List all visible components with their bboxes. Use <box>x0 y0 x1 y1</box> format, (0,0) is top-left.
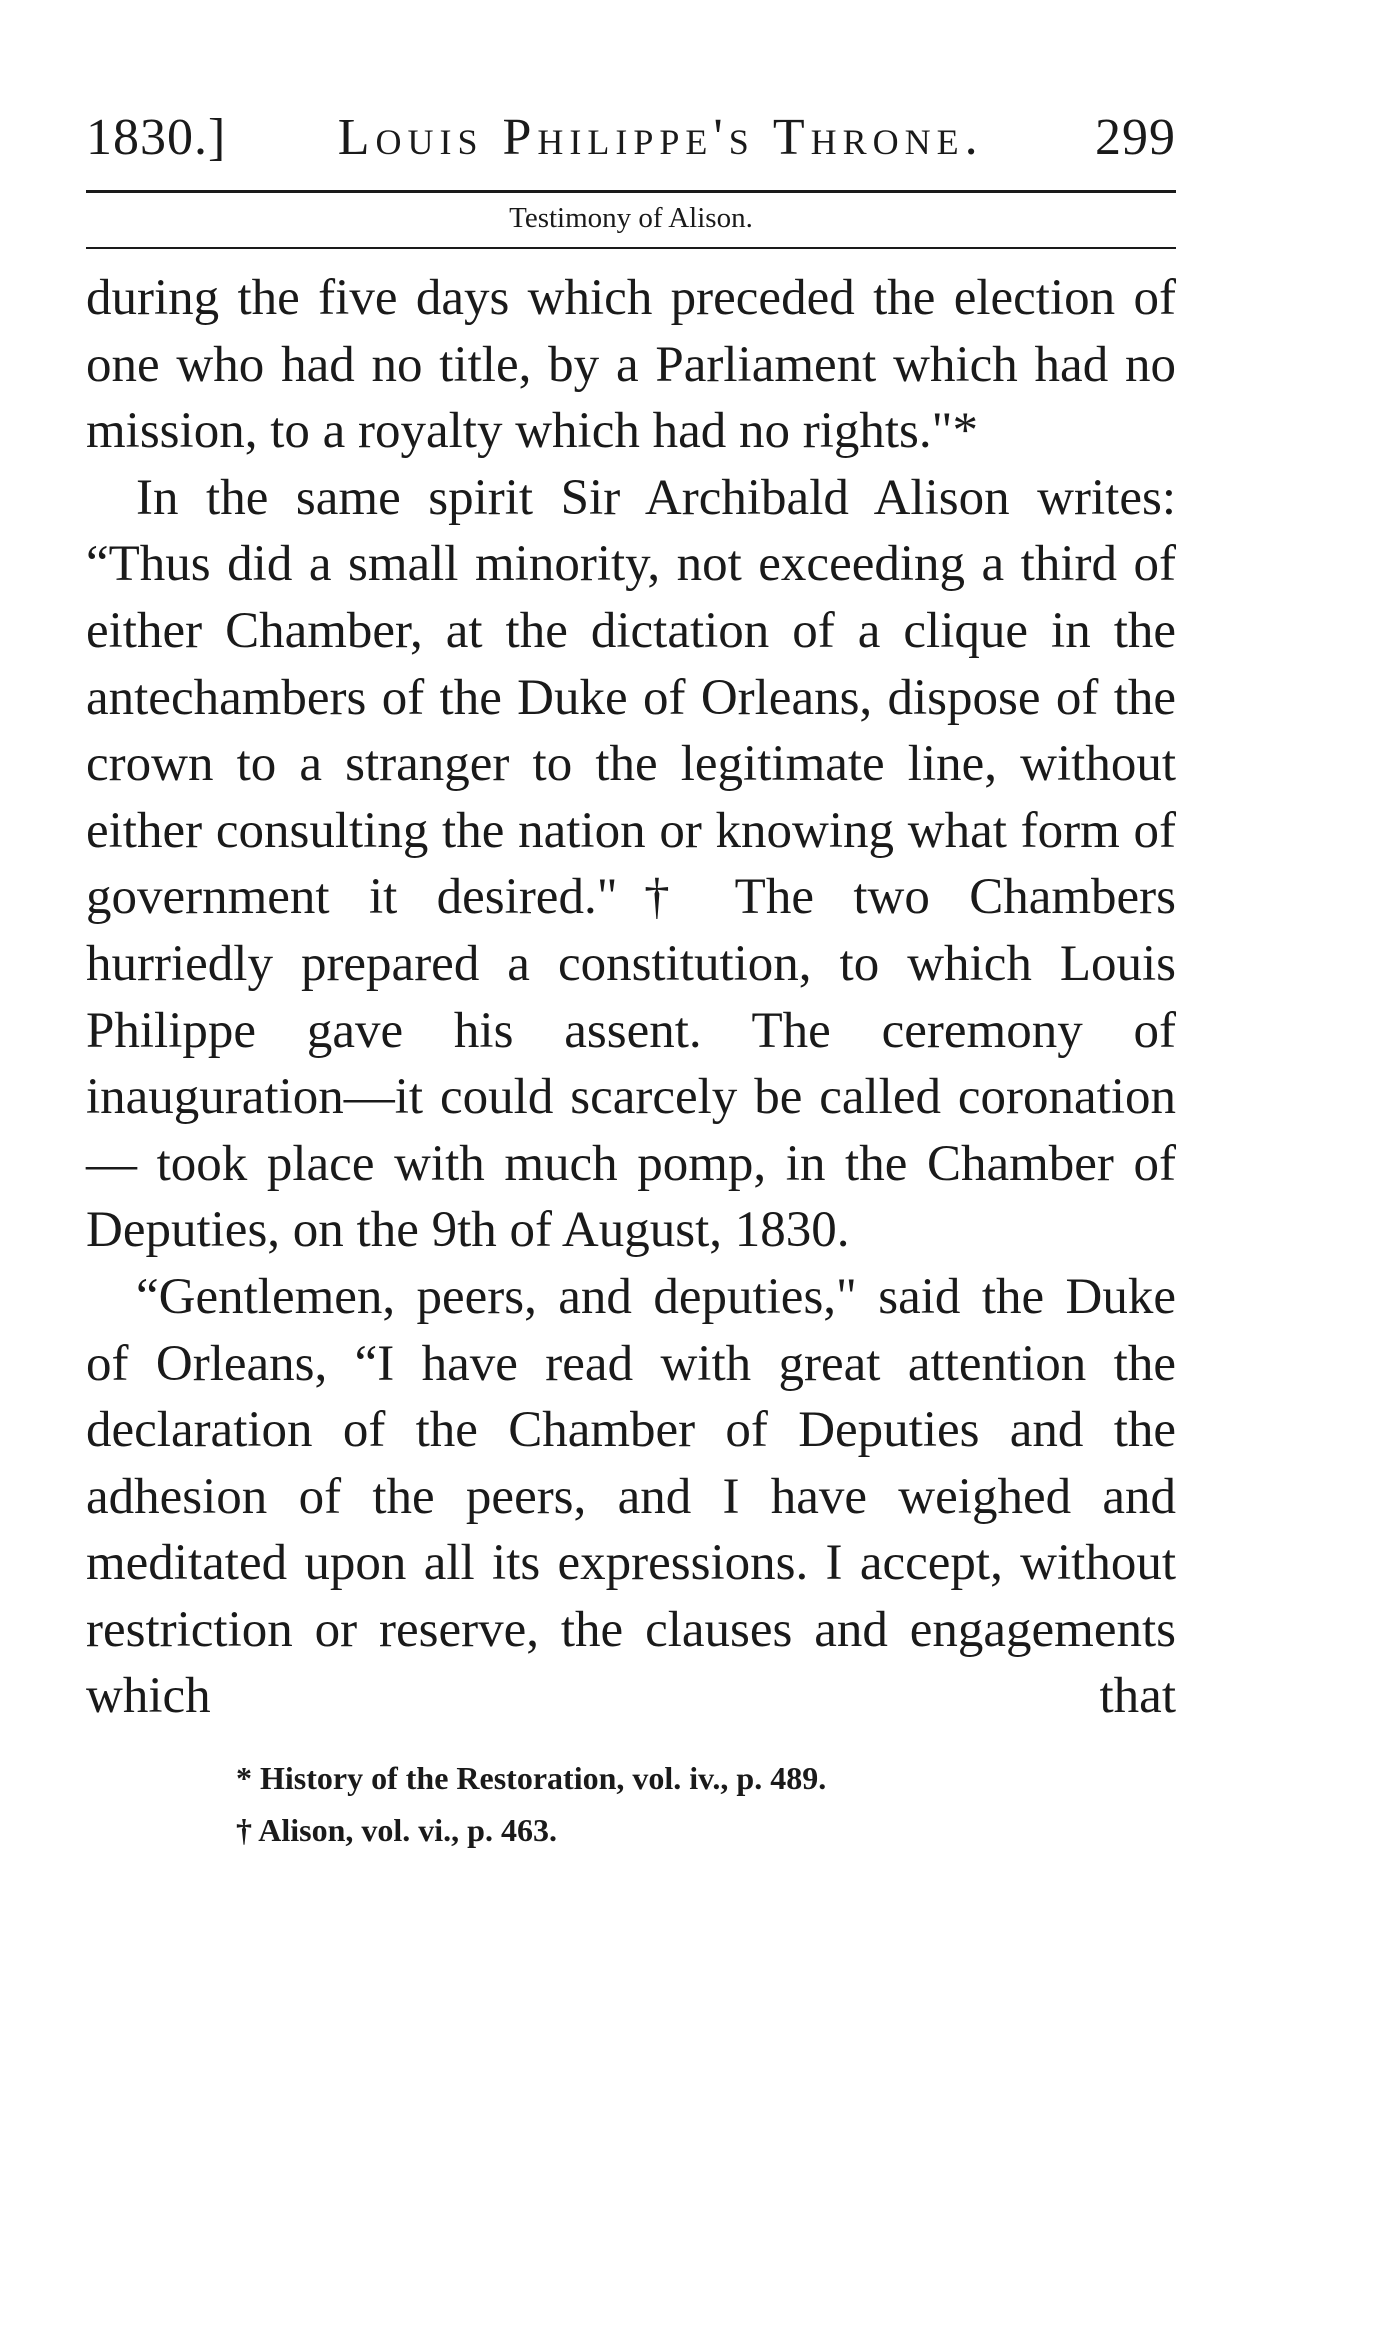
page-number: 299 <box>1095 109 1176 166</box>
subheading-rule <box>86 247 1176 249</box>
running-head <box>86 100 1176 176</box>
footnote-1: * History of the Restoration, vol. iv., p. 489. <box>236 1760 827 1797</box>
body-text <box>86 265 1176 1730</box>
paragraph-continued: during the five days which preceded the election of one who had no title, by a Parliament which had no mission, to a royalty which had no rights."* <box>86 270 1176 460</box>
paragraph-alison: In the same spirit Sir Archibald Alison writes: “Thus did a small minority, not exceeding a third of either Chamber, at the dictation of a clique in the antechambers of the Duke of Orleans, dispose of the crown to a stranger to the legitimate line, without either consulting the nation or knowing what form of government it desired."† The two Chambers hurriedly prepared a constitution, to which Louis Philippe gave his assent. The ceremony of inauguration—it could scarcely be called coronation — took place with much pomp, in the Chamber of Deputies, on the 9th of August, 1830. <box>86 469 1176 1259</box>
footnote-2: † Alison, vol. vi., p. 463. <box>236 1812 557 1849</box>
paragraph-duke-speech: “Gentlemen, peers, and deputies," said the Duke of Orleans, “I have read with great attention the declaration of the Chamber of Deputies and the adhesion of the peers, and I have weighed and meditated upon all its expressions. I accept, without restriction or reserve, the clauses and engagements which that <box>86 1268 1176 1725</box>
book-page <box>86 100 1176 1856</box>
section-subheading: Testimony of Alison. <box>509 202 753 234</box>
header-year: 1830.] <box>86 109 227 166</box>
header-rule <box>86 190 1176 193</box>
header-title: Louis Philippe's Throne. <box>337 109 984 166</box>
footnotes <box>86 1752 1176 1856</box>
